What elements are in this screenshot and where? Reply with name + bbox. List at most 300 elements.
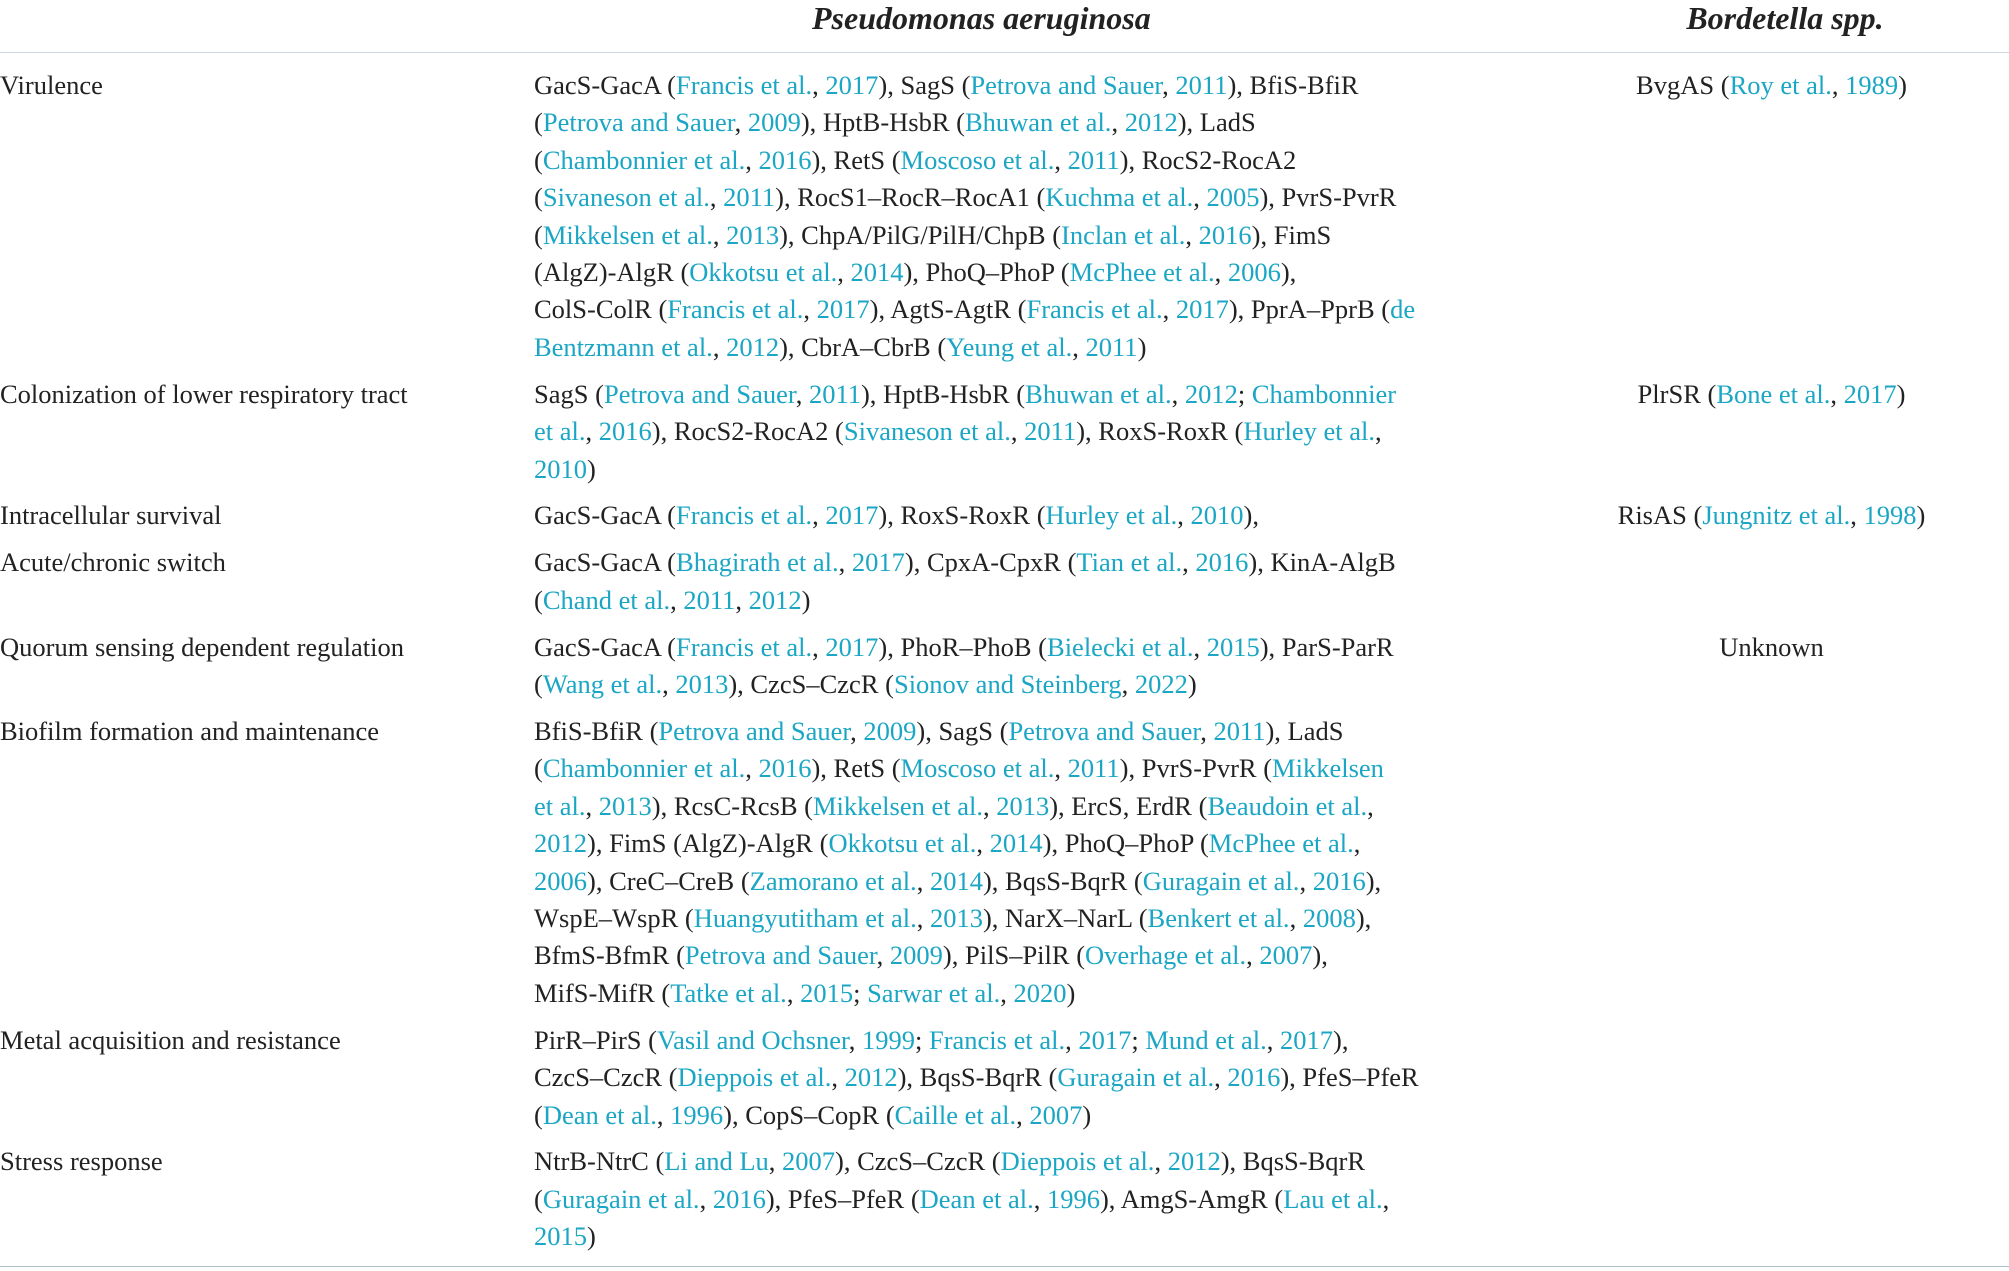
cell-text: ) <box>1898 70 1907 100</box>
citation-link[interactable]: Caille et al. <box>894 1099 1017 1130</box>
cell-text: PirR–PirS ( <box>534 1024 657 1055</box>
citation-link[interactable]: Mund et al. <box>1145 1024 1267 1055</box>
cell-text: , <box>1185 219 1199 250</box>
table-bottom-rule <box>0 1266 2009 1267</box>
citation-link[interactable]: Hurley et al. <box>1045 500 1178 531</box>
citation-link[interactable]: 2013 <box>726 219 780 250</box>
citation-link[interactable]: Bentzmann et al. <box>534 331 713 362</box>
citation-link[interactable]: Mikkelsen et al. <box>542 219 713 250</box>
citation-link[interactable]: Zamorano et al. <box>749 865 917 896</box>
pseudomonas-systems-cell <box>534 713 1534 1022</box>
citation-link[interactable]: 2011 <box>1085 331 1138 362</box>
citation-link[interactable]: Francis et al. <box>676 631 813 662</box>
cell-text: , <box>1375 416 1382 447</box>
cell-text: , <box>1830 378 1844 409</box>
cell-text: ), <box>1333 1024 1349 1055</box>
cell-text: ( <box>534 584 543 615</box>
cell-text: , <box>585 790 599 821</box>
cell-text: ), PhoQ–PhoP ( <box>1042 828 1209 859</box>
citation-link[interactable]: 2012 <box>748 584 802 615</box>
cell-text: ; <box>1131 1024 1146 1055</box>
cell-text: , <box>768 1146 783 1177</box>
cell-text: ( <box>534 753 543 784</box>
cell-text: , <box>795 378 809 409</box>
cell-text: , <box>1182 547 1196 578</box>
cell-text: ), RocS2-RocA2 <box>1119 144 1297 175</box>
cell-text: SagS ( <box>534 378 604 409</box>
citation-link[interactable]: 2009 <box>889 940 943 971</box>
cell-text: , <box>812 631 826 662</box>
cell-text: ) <box>1082 1099 1092 1130</box>
citation-link[interactable]: Dean et al. <box>919 1183 1034 1214</box>
cell-text: , <box>1289 903 1303 934</box>
citation-link[interactable]: 2015 <box>1206 631 1260 662</box>
citation-link[interactable]: 2011 <box>808 378 861 409</box>
citation-link[interactable]: 2014 <box>929 865 983 896</box>
table-row <box>0 1022 2009 1144</box>
cell-text: Unknown <box>1719 631 1824 662</box>
cell-text: , <box>656 1099 671 1130</box>
citation-link[interactable]: Bielecki et al. <box>1047 631 1194 662</box>
table-row <box>0 629 2009 713</box>
cell-text: ), PvrS-PvrR ( <box>1119 753 1273 784</box>
cell-text: ), RoxS-RoxR ( <box>878 500 1046 531</box>
cell-text: , <box>735 584 749 615</box>
cell-text: ) <box>1916 500 1926 531</box>
citation-link[interactable]: Chand et al. <box>542 584 671 615</box>
citation-link[interactable]: 1996 <box>1046 1183 1100 1214</box>
pseudomonas-systems-cell <box>534 497 1534 544</box>
cell-text: GacS-GacA ( <box>534 547 677 578</box>
citation-link[interactable]: Mikkelsen et al. <box>812 790 983 821</box>
citation-link[interactable]: 2008 <box>1302 903 1356 934</box>
cell-text: ), BqsS-BqrR <box>1220 1146 1365 1177</box>
citation-link[interactable]: Tian et al. <box>1076 547 1183 578</box>
table-row <box>0 67 2009 376</box>
citation-link[interactable]: 2016 <box>598 416 652 447</box>
cell-text: ( <box>534 1099 543 1130</box>
cell-text: , <box>1033 1183 1047 1214</box>
citation-link[interactable]: 2012 <box>1184 378 1238 409</box>
cell-text: , <box>812 500 826 531</box>
citation-link[interactable]: Sionov and Steinberg <box>893 669 1122 700</box>
cell-text: ), PfeS–PfeR <box>1280 1062 1419 1093</box>
cell-text: , <box>1171 378 1185 409</box>
citation-link[interactable]: 2016 <box>1312 865 1366 896</box>
cell-text: , <box>1382 1183 1390 1214</box>
cell-text: ), PvrS-PvrR <box>1259 182 1397 213</box>
citation-link[interactable]: 2014 <box>850 257 904 288</box>
citation-link[interactable]: Bhagirath et al. <box>676 547 839 578</box>
citation-link[interactable]: Wang et al. <box>542 669 663 700</box>
cell-text: ), CzcS–CzcR ( <box>835 1146 1001 1177</box>
citation-link[interactable]: Lau et al. <box>1283 1183 1383 1214</box>
cell-text: RisAS ( <box>1617 500 1703 531</box>
citation-link[interactable]: 2017 <box>825 631 879 662</box>
cell-text: , <box>1850 500 1864 531</box>
citation-link[interactable]: Kuchma et al. <box>1045 182 1194 213</box>
cell-text: ColS-ColR ( <box>534 294 668 325</box>
citation-link[interactable]: 2017 <box>1843 378 1897 409</box>
column-header-bordetella: Bordetella spp. <box>1686 0 1884 36</box>
citation-link[interactable]: 1996 <box>670 1099 724 1130</box>
cell-text: ), RocS2-RocA2 ( <box>651 416 844 447</box>
category-cell: Biofilm formation and maintenance <box>0 716 379 746</box>
cell-text: ), HptB-HsbR ( <box>800 107 965 138</box>
cell-text: ), AgtS-AgtR ( <box>869 294 1027 325</box>
citation-link[interactable]: 2009 <box>747 107 801 138</box>
cell-text: , <box>1831 70 1846 100</box>
cell-text: MifS-MifR ( <box>534 977 671 1008</box>
citation-link[interactable]: 2013 <box>675 669 729 700</box>
citation-link[interactable]: 2006 <box>534 865 587 896</box>
citation-link[interactable]: de <box>1390 294 1416 325</box>
citation-link[interactable]: 2020 <box>1013 977 1067 1008</box>
cell-text: , <box>709 182 724 213</box>
cell-text: ), LadS <box>1177 107 1256 138</box>
citation-link[interactable]: Hurley et al. <box>1243 416 1376 447</box>
cell-text: CzcS–CzcR ( <box>534 1062 678 1093</box>
citation-link[interactable]: Bone et al. <box>1716 378 1831 409</box>
citation-link[interactable]: 2014 <box>989 828 1043 859</box>
cell-text: , <box>1367 790 1374 821</box>
citation-link[interactable]: Guragain et al. <box>1142 865 1300 896</box>
cell-text: , <box>982 790 997 821</box>
column-header-pseudomonas-label: Pseudomonas aeruginosa <box>812 0 1151 36</box>
citation-link[interactable]: 2013 <box>598 790 652 821</box>
cell-text: ), BfiS-BfiR <box>1227 70 1359 100</box>
cell-text: ( <box>534 107 543 138</box>
cell-text: , <box>786 977 801 1008</box>
citation-link[interactable]: Moscoso et al. <box>900 144 1055 175</box>
citation-link[interactable]: Chambonnier et al. <box>542 753 746 784</box>
citation-link[interactable]: Chambonnier <box>1251 378 1397 409</box>
cell-text: ), <box>1280 257 1297 288</box>
cell-text: , <box>848 1024 862 1055</box>
citation-link[interactable]: 2006 <box>1227 257 1281 288</box>
cell-text: , <box>670 584 684 615</box>
cell-text: , <box>876 940 890 971</box>
citation-link[interactable]: Petrova and Sauer <box>970 70 1163 100</box>
cell-text: , <box>1065 1024 1079 1055</box>
citation-link[interactable]: 2007 <box>1029 1099 1083 1130</box>
citation-link[interactable]: Petrova and Sauer <box>542 107 735 138</box>
cell-text: ), CpxA-CpxR ( <box>904 547 1077 578</box>
table-body <box>0 67 2009 1265</box>
cell-text: , <box>1214 1062 1228 1093</box>
citation-link[interactable]: 2011 <box>1213 716 1266 746</box>
citation-link[interactable]: 2015 <box>800 977 854 1008</box>
citation-link[interactable]: Huangyutitham et al. <box>693 903 917 934</box>
cell-text: GacS-GacA ( <box>534 70 677 100</box>
citation-link[interactable]: 2016 <box>758 144 812 175</box>
citation-link[interactable]: 2011 <box>1024 416 1077 447</box>
cell-text: ), RoxS-RoxR ( <box>1076 416 1244 447</box>
cell-text: , <box>1010 416 1025 447</box>
citation-link[interactable]: Beaudoin et al. <box>1207 790 1368 821</box>
citation-link[interactable]: McPhee et al. <box>1069 257 1215 288</box>
citation-link[interactable]: 2016 <box>1227 1062 1281 1093</box>
category-cell: Colonization of lower respiratory tract <box>0 378 408 409</box>
citation-link[interactable]: 2016 <box>1195 547 1249 578</box>
cell-text: BvgAS ( <box>1636 70 1730 100</box>
cell-text: ), CzcS–CzcR ( <box>728 669 894 700</box>
table-row <box>0 1143 2009 1265</box>
citation-link[interactable]: 1999 <box>861 1024 915 1055</box>
cell-text: ) <box>587 1221 596 1252</box>
citation-link[interactable]: Guragain et al. <box>542 1183 700 1214</box>
pseudomonas-systems-cell <box>534 1022 1534 1144</box>
cell-text: ), BqsS-BqrR ( <box>897 1062 1058 1093</box>
cell-text: , <box>662 669 676 700</box>
citation-link[interactable]: Roy et al. <box>1729 70 1832 100</box>
citation-link[interactable]: 1989 <box>1845 70 1899 100</box>
citation-link[interactable]: 2010 <box>1190 500 1244 531</box>
citation-link[interactable]: 2017 <box>816 294 870 325</box>
cell-text: , <box>850 716 864 746</box>
cell-text: , <box>585 416 599 447</box>
citation-link[interactable]: 2016 <box>758 753 812 784</box>
cell-text: ( <box>534 219 543 250</box>
citation-link[interactable]: 2007 <box>1259 940 1313 971</box>
cell-text: ), HptB-HsbR ( <box>860 378 1026 409</box>
cell-text: , <box>803 294 817 325</box>
cell-text: ( <box>534 182 543 213</box>
citation-link[interactable]: Chambonnier et al. <box>542 144 746 175</box>
citation-link[interactable]: 2017 <box>1175 294 1229 325</box>
cell-text: ), LadS <box>1265 716 1344 746</box>
cell-text: , <box>745 144 759 175</box>
citation-link[interactable]: Sivaneson et al. <box>843 416 1011 447</box>
cell-text: , <box>812 70 826 100</box>
two-component-systems-table <box>0 67 2009 1265</box>
category-cell: Quorum sensing dependent regulation <box>0 631 405 662</box>
cell-text: (AlgZ)-AlgR ( <box>534 257 690 288</box>
bordetella-systems-cell <box>1534 629 2009 713</box>
cell-text: , <box>838 547 852 578</box>
cell-text: WspE–WspR ( <box>534 903 694 934</box>
cell-text: ), ErcS, ErdR ( <box>1049 790 1208 821</box>
citation-link[interactable]: Francis et al. <box>676 70 813 100</box>
cell-text: ), CopS–CopR ( <box>723 1099 895 1130</box>
cell-text: , <box>1246 940 1260 971</box>
citation-link[interactable]: 2011 <box>1067 144 1120 175</box>
cell-text: , <box>699 1183 713 1214</box>
cell-text: ), FimS <box>1251 219 1332 250</box>
citation-link[interactable]: Mikkelsen <box>1272 753 1384 784</box>
citation-link[interactable]: Bhuwan et al. <box>1025 378 1172 409</box>
citation-link[interactable]: McPhee et al. <box>1208 828 1354 859</box>
cell-text: ) <box>1896 378 1906 409</box>
cell-text: ), PilS–PilR ( <box>942 940 1086 971</box>
cell-text: ), ChpA/PilG/PilH/ChpB ( <box>779 219 1062 250</box>
cell-text: , <box>1016 1099 1030 1130</box>
cell-text: ), CreC–CreB ( <box>587 865 750 896</box>
pseudomonas-systems-cell <box>534 1143 1534 1265</box>
cell-text: , <box>1299 865 1313 896</box>
pseudomonas-systems-cell <box>534 67 1534 376</box>
cell-text: , <box>1000 977 1014 1008</box>
citation-link[interactable]: Petrova and Sauer <box>684 940 877 971</box>
cell-text: ) <box>1187 669 1197 700</box>
citation-link[interactable]: 2017 <box>825 70 879 100</box>
citation-link[interactable]: Petrova and Sauer <box>658 716 851 746</box>
bordetella-systems-cell <box>1534 67 2009 376</box>
citation-link[interactable]: 2017 <box>1078 1024 1132 1055</box>
cell-text: BfiS-BfiR ( <box>534 716 659 746</box>
cell-text: , <box>1214 257 1228 288</box>
citation-link[interactable]: Benkert et al. <box>1147 903 1290 934</box>
cell-text: ), RocS1–RocR–RocA1 ( <box>775 182 1046 213</box>
citation-link[interactable]: 2012 <box>1167 1146 1221 1177</box>
citation-link[interactable]: 1998 <box>1863 500 1917 531</box>
cell-text: , <box>1177 500 1191 531</box>
cell-text: , <box>1111 107 1125 138</box>
cell-text: , <box>1154 1146 1168 1177</box>
cell-text: ( <box>534 144 543 175</box>
cell-text: ( <box>534 1183 543 1214</box>
citation-link[interactable]: 2011 <box>723 182 776 213</box>
citation-link[interactable]: Bhuwan et al. <box>964 107 1112 138</box>
citation-link[interactable]: Francis et al. <box>1026 294 1163 325</box>
citation-link[interactable]: Francis et al. <box>667 294 804 325</box>
cell-text: , <box>1072 331 1086 362</box>
cell-text: ) <box>1066 977 1076 1008</box>
cell-text: ) <box>1137 331 1147 362</box>
citation-link[interactable]: 2017 <box>825 500 879 531</box>
citation-link[interactable]: Francis et al. <box>676 500 813 531</box>
citation-link[interactable]: et al. <box>534 416 586 447</box>
cell-text: ), ParS-ParR <box>1259 631 1394 662</box>
cell-text: , <box>1353 828 1361 859</box>
citation-link[interactable]: Dieppois et al. <box>1000 1146 1155 1177</box>
bordetella-systems-cell <box>1534 1022 2009 1144</box>
citation-link[interactable]: 2012 <box>534 828 587 859</box>
pseudomonas-systems-cell <box>534 629 1534 713</box>
citation-link[interactable]: Guragain et al. <box>1057 1062 1215 1093</box>
citation-link[interactable]: Inclan et al. <box>1061 219 1186 250</box>
cell-text: ), PprA–PprB ( <box>1228 294 1391 325</box>
cell-text: , <box>1162 294 1176 325</box>
category-cell: Acute/chronic switch <box>0 547 226 578</box>
cell-text: , <box>1193 631 1207 662</box>
citation-link[interactable]: 2012 <box>726 331 780 362</box>
citation-link[interactable]: Tatke et al. <box>670 977 787 1008</box>
pseudomonas-systems-cell <box>534 376 1534 498</box>
cell-text: , <box>837 257 851 288</box>
citation-link[interactable]: Sarwar et al. <box>867 977 1001 1008</box>
cell-text: , <box>916 865 930 896</box>
cell-text: ), SagS ( <box>878 70 971 100</box>
citation-link[interactable]: 2013 <box>996 790 1050 821</box>
cell-text: ), <box>1243 500 1259 531</box>
citation-link[interactable]: 2009 <box>863 716 917 746</box>
cell-text: ), SagS ( <box>916 716 1009 746</box>
bordetella-systems-cell <box>1534 544 2009 628</box>
citation-link[interactable]: Overhage et al. <box>1085 940 1247 971</box>
cell-text: , <box>831 1062 845 1093</box>
cell-text: , <box>712 219 727 250</box>
category-cell: Metal acquisition and resistance <box>0 1024 341 1055</box>
citation-link[interactable]: Yeung et al. <box>946 331 1073 362</box>
cell-text: , <box>1054 753 1068 784</box>
citation-link[interactable]: Sivaneson et al. <box>542 182 710 213</box>
citation-link[interactable]: 2007 <box>782 1146 836 1177</box>
citation-link[interactable]: et al. <box>534 790 586 821</box>
citation-link[interactable]: 2015 <box>534 1221 587 1252</box>
citation-link[interactable]: 2012 <box>844 1062 898 1093</box>
table-row <box>0 497 2009 544</box>
category-cell: Stress response <box>0 1146 163 1177</box>
cell-text: NtrB-NtrC ( <box>534 1146 665 1177</box>
cell-text: ), FimS (AlgZ)-AlgR ( <box>587 828 829 859</box>
citation-link[interactable]: Petrova and Sauer <box>603 378 796 409</box>
citation-link[interactable]: Petrova and Sauer <box>1008 716 1201 746</box>
cell-text: ( <box>534 669 543 700</box>
cell-text: ), RcsC-RcsB ( <box>651 790 813 821</box>
citation-link[interactable]: Okkotsu et al. <box>828 828 977 859</box>
cell-text: BfmS-BfmR ( <box>534 940 685 971</box>
cell-text: GacS-GacA ( <box>534 500 677 531</box>
citation-link[interactable]: Francis et al. <box>928 1024 1066 1055</box>
cell-text: , <box>916 903 930 934</box>
cell-text: ), PhoQ–PhoP ( <box>903 257 1070 288</box>
cell-text: , <box>1266 1024 1281 1055</box>
citation-link[interactable]: Vasil and Ochsner <box>656 1024 849 1055</box>
table-row <box>0 544 2009 628</box>
table-row <box>0 713 2009 1022</box>
cell-text: GacS-GacA ( <box>534 631 677 662</box>
cell-text: , <box>734 107 748 138</box>
citation-link[interactable]: 2016 <box>712 1183 766 1214</box>
citation-link[interactable]: 2011 <box>1067 753 1120 784</box>
citation-link[interactable]: 2017 <box>1280 1024 1334 1055</box>
cell-text: ), KinA-AlgB <box>1248 547 1396 578</box>
cell-text: , <box>1193 182 1207 213</box>
citation-link[interactable]: 2011 <box>683 584 736 615</box>
citation-link[interactable]: Dean et al. <box>542 1099 657 1130</box>
citation-link[interactable]: Dieppois et al. <box>677 1062 832 1093</box>
category-cell: Virulence <box>0 70 103 100</box>
cell-text: , <box>1200 716 1214 746</box>
cell-text: , <box>1162 70 1176 100</box>
citation-link[interactable]: Okkotsu et al. <box>689 257 838 288</box>
cell-text: ), <box>1312 940 1328 971</box>
citation-link[interactable]: 2017 <box>851 547 905 578</box>
citation-link[interactable]: Moscoso et al. <box>900 753 1055 784</box>
citation-link[interactable]: 2010 <box>534 453 587 484</box>
citation-link[interactable]: 2005 <box>1206 182 1260 213</box>
cell-text: ; <box>914 1024 929 1055</box>
citation-link[interactable]: 2013 <box>929 903 983 934</box>
cell-text: ), CbrA–CbrB ( <box>779 331 947 362</box>
cell-text: ), NarX–NarL ( <box>982 903 1148 934</box>
citation-link[interactable]: 2016 <box>1198 219 1252 250</box>
citation-link[interactable]: 2022 <box>1134 669 1188 700</box>
bordetella-systems-cell <box>1534 1143 2009 1265</box>
bordetella-systems-cell <box>1534 497 2009 544</box>
cell-text: ; <box>853 977 868 1008</box>
cell-text: , <box>712 331 727 362</box>
bordetella-systems-cell <box>1534 713 2009 1022</box>
citation-link[interactable]: Jungnitz et al. <box>1702 500 1851 531</box>
cell-text: ; <box>1237 378 1252 409</box>
cell-text: , <box>976 828 990 859</box>
citation-link[interactable]: 2011 <box>1175 70 1228 100</box>
citation-link[interactable]: Li and Lu <box>664 1146 769 1177</box>
cell-text: ), BqsS-BqrR ( <box>982 865 1143 896</box>
citation-link[interactable]: 2012 <box>1124 107 1178 138</box>
